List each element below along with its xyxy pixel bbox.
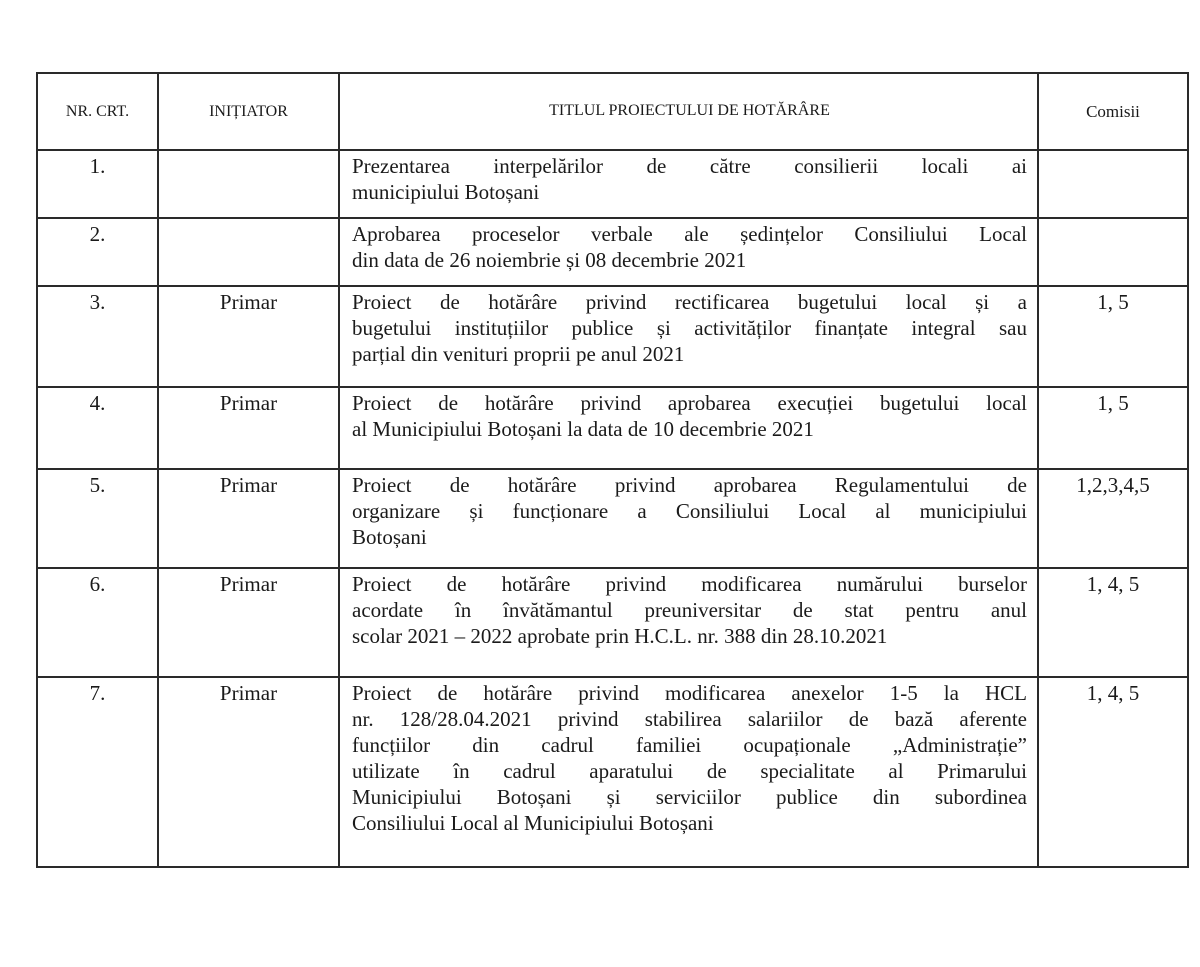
title-line: Consiliului Local al Municipiului Botoșani (352, 811, 714, 835)
row-committees: 1, 4, 5 (1038, 568, 1188, 677)
table-header-row (37, 73, 1188, 150)
title-line: utilizate în cadrul aparatului de specialitate al Primarului (352, 759, 1027, 783)
agenda-table (36, 72, 1189, 868)
table-row (37, 150, 1188, 218)
table-row (37, 677, 1188, 867)
row-number: 7. (37, 677, 158, 867)
row-initiator (158, 150, 339, 218)
title-line: organizare și funcționare a Consiliului Local al municipiului (352, 499, 1027, 523)
title-line: funcțiilor din cadrul familiei ocupaționale „Administrație” (352, 733, 1027, 757)
row-committees: 1, 5 (1038, 387, 1188, 469)
table-row (37, 568, 1188, 677)
title-line: Municipiului Botoșani și serviciilor publice din subordinea (352, 785, 1027, 809)
row-title (339, 677, 1038, 867)
header-committees: Comisii (1038, 73, 1188, 150)
row-initiator (158, 218, 339, 286)
table-row (37, 218, 1188, 286)
row-number: 3. (37, 286, 158, 387)
title-line: Proiect de hotărâre privind modificarea numărului burselor (352, 572, 1027, 596)
row-title (339, 387, 1038, 469)
title-line: acordate în învătămantul preuniversitar de stat pentru anul (352, 598, 1027, 622)
row-committees (1038, 218, 1188, 286)
title-line: bugetului instituțiilor publice și activităților finanțate integral sau (352, 316, 1027, 340)
row-number: 5. (37, 469, 158, 568)
row-initiator: Primar (158, 387, 339, 469)
title-line: Proiect de hotărâre privind modificarea anexelor 1-5 la HCL (352, 681, 1027, 705)
title-line: Prezentarea interpelărilor de către consilierii locali ai (352, 154, 1027, 178)
row-committees: 1, 5 (1038, 286, 1188, 387)
header-initiator: INIȚIATOR (158, 73, 339, 150)
title-line: nr. 128/28.04.2021 privind stabilirea salariilor de bază aferente (352, 707, 1027, 731)
title-line: al Municipiului Botoșani la data de 10 decembrie 2021 (352, 417, 814, 441)
title-line: Botoșani (352, 525, 427, 549)
row-title (339, 286, 1038, 387)
row-initiator: Primar (158, 469, 339, 568)
row-committees (1038, 150, 1188, 218)
header-nr: NR. CRT. (37, 73, 158, 150)
row-title (339, 150, 1038, 218)
row-number: 6. (37, 568, 158, 677)
title-line: Aprobarea proceselor verbale ale ședințelor Consiliului Local (352, 222, 1027, 246)
title-line: parțial din venituri proprii pe anul 2021 (352, 342, 685, 366)
row-title (339, 469, 1038, 568)
table-row (37, 286, 1188, 387)
row-title (339, 568, 1038, 677)
title-line: din data de 26 noiembrie și 08 decembrie 2021 (352, 248, 747, 272)
row-initiator: Primar (158, 286, 339, 387)
title-line: Proiect de hotărâre privind aprobarea execuției bugetului local (352, 391, 1027, 415)
title-line: municipiului Botoșani (352, 180, 540, 204)
table-row (37, 469, 1188, 568)
row-number: 1. (37, 150, 158, 218)
header-title: TITLUL PROIECTULUI DE HOTĂRÂRE (339, 73, 1038, 150)
row-committees: 1,2,3,4,5 (1038, 469, 1188, 568)
title-line: Proiect de hotărâre privind rectificarea bugetului local și a (352, 290, 1027, 314)
row-committees: 1, 4, 5 (1038, 677, 1188, 867)
row-number: 2. (37, 218, 158, 286)
table-row (37, 387, 1188, 469)
row-number: 4. (37, 387, 158, 469)
title-line: Proiect de hotărâre privind aprobarea Regulamentului de (352, 473, 1027, 497)
title-line: scolar 2021 – 2022 aprobate prin H.C.L. nr. 388 din 28.10.2021 (352, 624, 888, 648)
table-body (37, 150, 1188, 867)
row-initiator: Primar (158, 677, 339, 867)
row-initiator: Primar (158, 568, 339, 677)
row-title (339, 218, 1038, 286)
